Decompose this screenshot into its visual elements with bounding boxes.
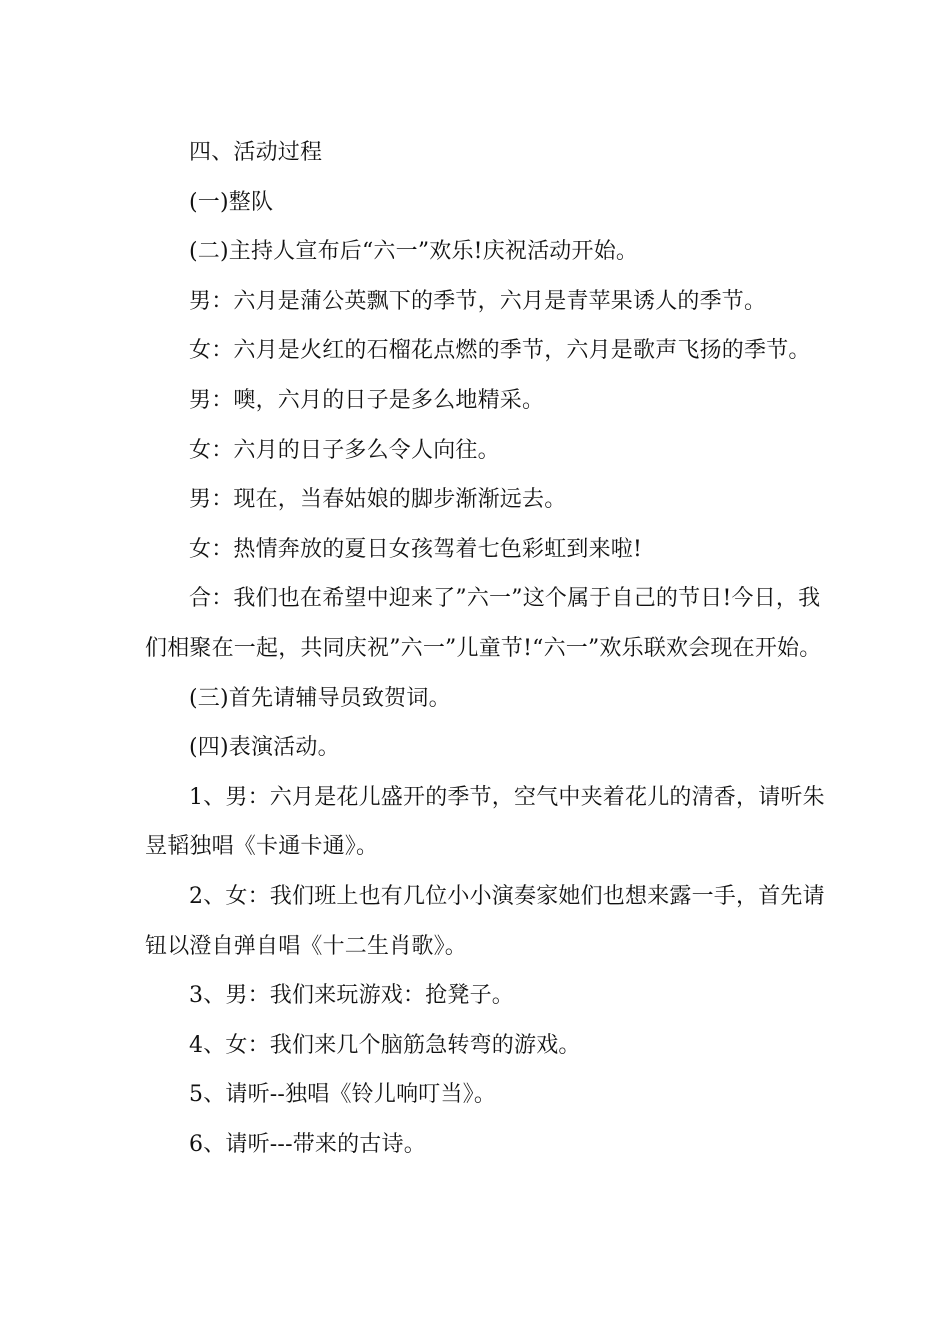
document-body xyxy=(145,128,835,1169)
list-item: 3、男：我们来玩游戏：抢凳子。 xyxy=(189,983,514,1009)
paragraph: (四)表演活动。 xyxy=(189,735,340,761)
paragraph: 男：现在，当春姑娘的脚步渐渐远去。 xyxy=(189,487,567,513)
paragraph: 女：六月是火红的石榴花点燃的季节，六月是歌声飞扬的季节。 xyxy=(189,338,811,364)
paragraph: 女：热情奔放的夏日女孩驾着七色彩虹到来啦! xyxy=(189,536,643,562)
list-item: 4、女：我们来几个脑筋急转弯的游戏。 xyxy=(189,1032,581,1058)
paragraph: 男：六月是蒲公英飘下的季节，六月是青苹果诱人的季节。 xyxy=(189,288,767,314)
paragraph: 女：六月的日子多么令人向往。 xyxy=(189,437,500,463)
list-item: 1、男：六月是花儿盛开的季节，空气中夹着花儿的清香，请听朱昱韬独唱《卡通卡通》。 xyxy=(145,784,825,860)
paragraph: (三)首先请辅导员致贺词。 xyxy=(189,685,451,711)
list-item: 6、请听---带来的古诗。 xyxy=(189,1131,426,1157)
paragraph: 男：噢，六月的日子是多么地精采。 xyxy=(189,387,545,413)
paragraph: 合：我们也在希望中迎来了”六一”这个属于自己的节日!今日，我们相聚在一起，共同庆祝”六一”儿童节!“六一”欢乐联欢会现在开始。 xyxy=(145,586,822,661)
section-heading: 四、活动过程 xyxy=(189,140,323,165)
paragraph: (一)整队 xyxy=(189,189,274,215)
list-item: 5、请听--独唱《铃儿响叮当》。 xyxy=(189,1082,497,1108)
list-item: 2、女：我们班上也有几位小小演奏家她们也想来露一手，首先请钮以澄自弹自唱《十二生肖歌》。 xyxy=(145,883,825,959)
paragraph: (二)主持人宣布后“六一”欢乐!庆祝活动开始。 xyxy=(189,239,639,265)
